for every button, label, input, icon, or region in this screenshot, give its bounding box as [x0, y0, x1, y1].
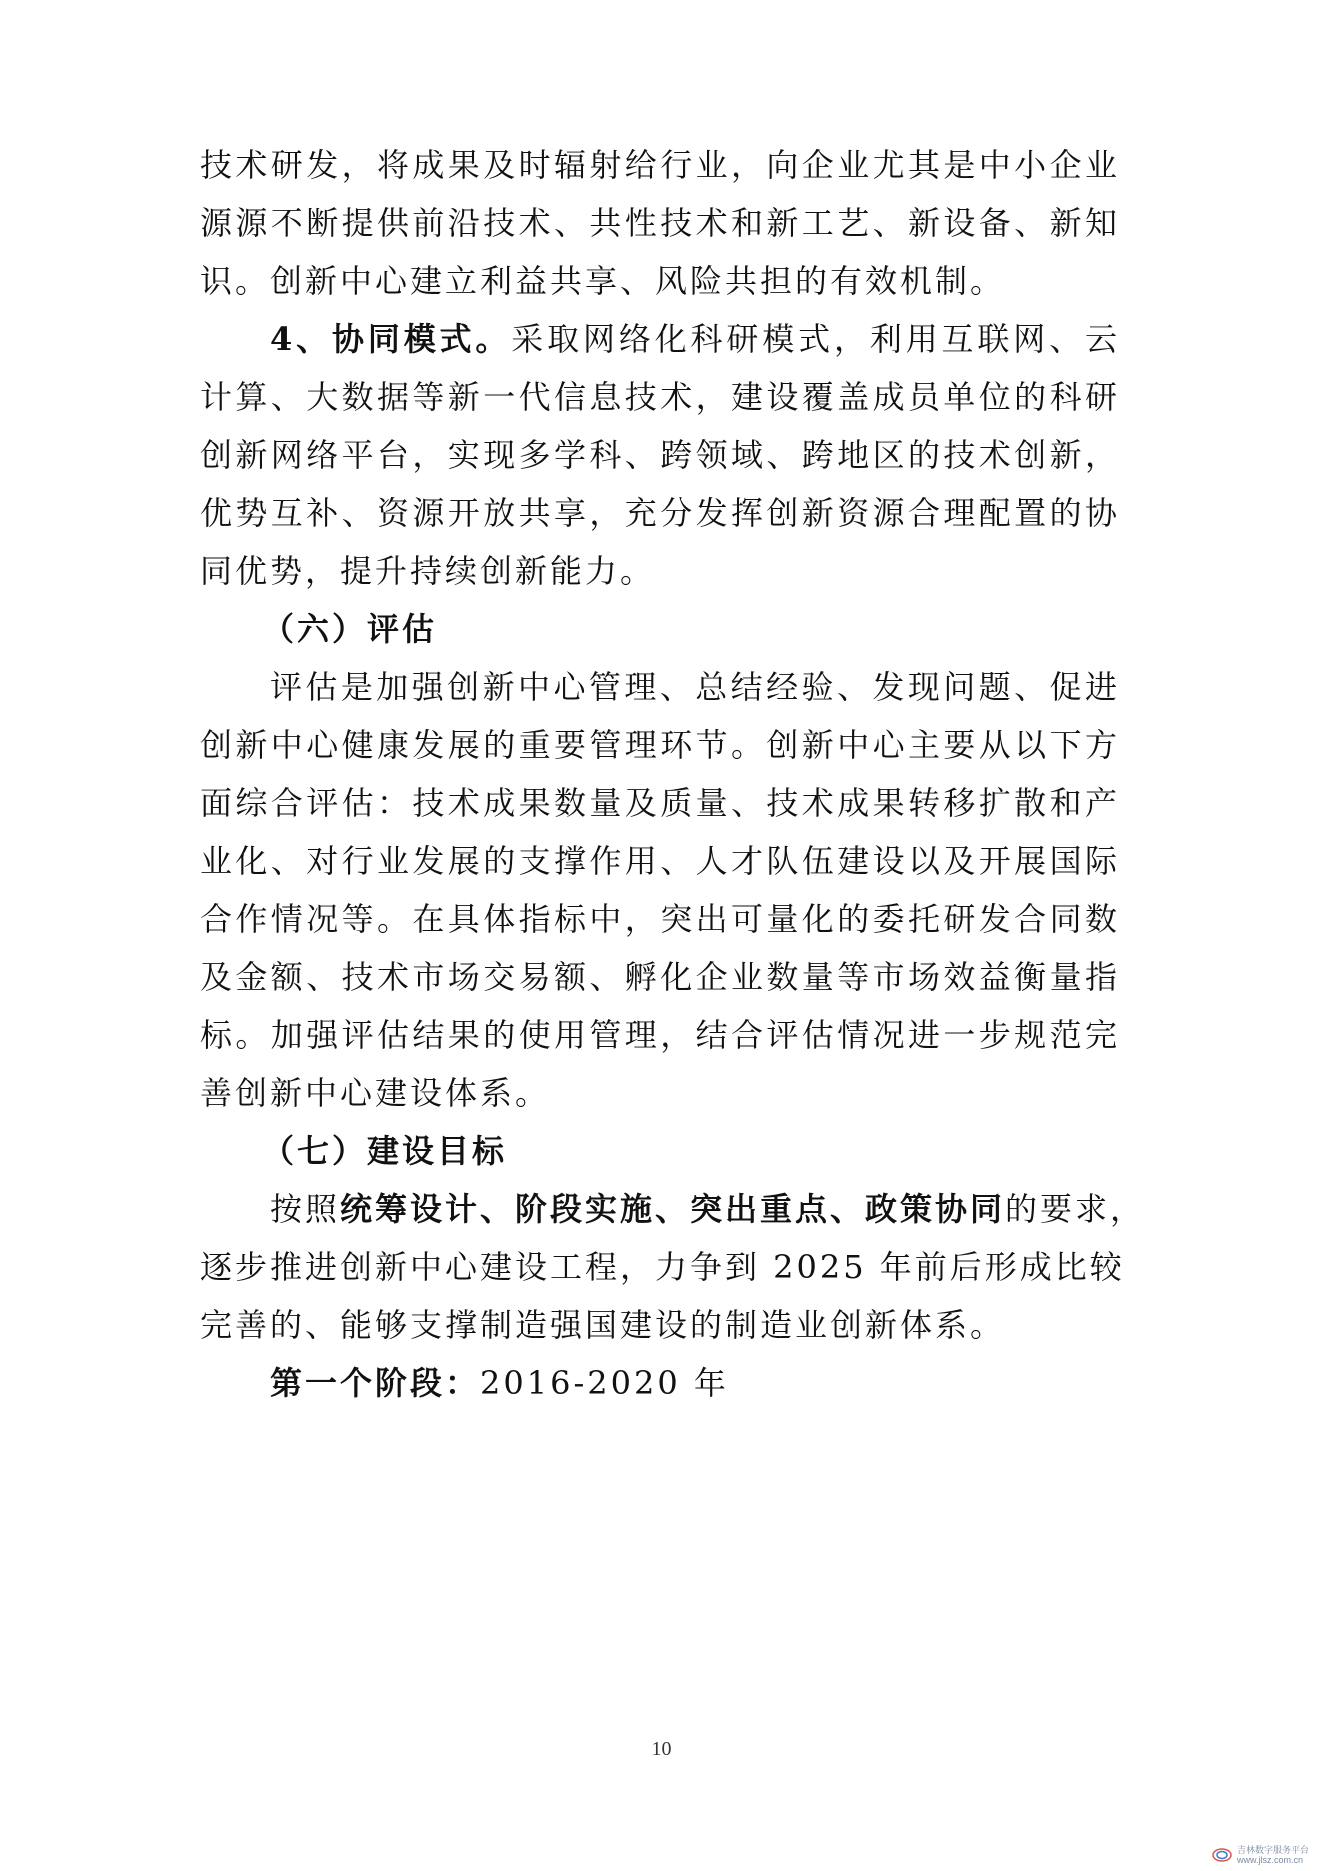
text-line: 技术研发，将成果及时辐射给行业，向企业尤其是中小企业 [200, 146, 1120, 184]
text-line: 及金额、技术市场交易额、孵化企业数量等市场效益衡量指 [200, 958, 1120, 996]
text-line: 合作情况等。在具体指标中，突出可量化的委托研发合同数 [200, 900, 1120, 938]
text-line: 源源不断提供前沿技术、共性技术和新工艺、新设备、新知 [200, 204, 1120, 242]
watermark-title: 吉林数字服务平台 [1236, 1845, 1309, 1855]
text-line: 优势互补、资源开放共享，充分发挥创新资源合理配置的协 [200, 494, 1120, 532]
watermark [1211, 1845, 1309, 1865]
watermark-url: www.jlsz.com.cn [1236, 1855, 1303, 1865]
text-line: 计算、大数据等新一代信息技术，建设覆盖成员单位的科研 [200, 378, 1120, 416]
paragraph-collab-first-line: 4、协同模式。采取网络化科研模式，利用互联网、云 [270, 320, 1120, 358]
section-heading-goals: （七）建设目标 [262, 1132, 508, 1170]
stage-one-label: 第一个阶段： [270, 1364, 481, 1402]
text-line: 标。加强评估结果的使用管理，结合评估情况进一步规范完 [200, 1016, 1120, 1054]
text-line: 识。创新中心建立利益共享、风险共担的有效机制。 [200, 262, 1006, 300]
text-line: 创新中心健康发展的重要管理环节。创新中心主要从以下方 [200, 726, 1120, 764]
brand-logo-icon [1211, 1847, 1233, 1863]
text-line: 完善的、能够支撑制造强国建设的制造业创新体系。 [200, 1306, 1006, 1344]
paragraph-goal-first-line: 按照统筹设计、阶段实施、突出重点、政策协同的要求， [270, 1190, 1146, 1228]
text-line: 同优势，提升持续创新能力。 [200, 552, 656, 590]
text-line: 善创新中心建设体系。 [200, 1074, 551, 1112]
stage-one-years: 2016-2020 年 [480, 1364, 729, 1402]
page-number: 10 [651, 1738, 672, 1760]
goal-principles: 统筹设计、阶段实施、突出重点、政策协同 [340, 1190, 1006, 1228]
stage-one-line [270, 1363, 1120, 1403]
text-line: 面综合评估：技术成果数量及质量、技术成果转移扩散和产 [200, 784, 1120, 822]
text-line: 创新网络平台，实现多学科、跨领域、跨地区的技术创新， [200, 436, 1120, 474]
text-line: 业化、对行业发展的支撑作用、人才队伍建设以及开展国际 [200, 842, 1120, 880]
text-line: 评估是加强创新中心管理、总结经验、发现问题、促进 [270, 668, 1120, 706]
collab-mode-heading: 4、协同模式。 [270, 320, 512, 358]
text-line: 逐步推进创新中心建设工程，力争到 2025 年前后形成比较 [200, 1248, 1125, 1286]
section-heading-evaluation: （六）评估 [262, 610, 438, 648]
